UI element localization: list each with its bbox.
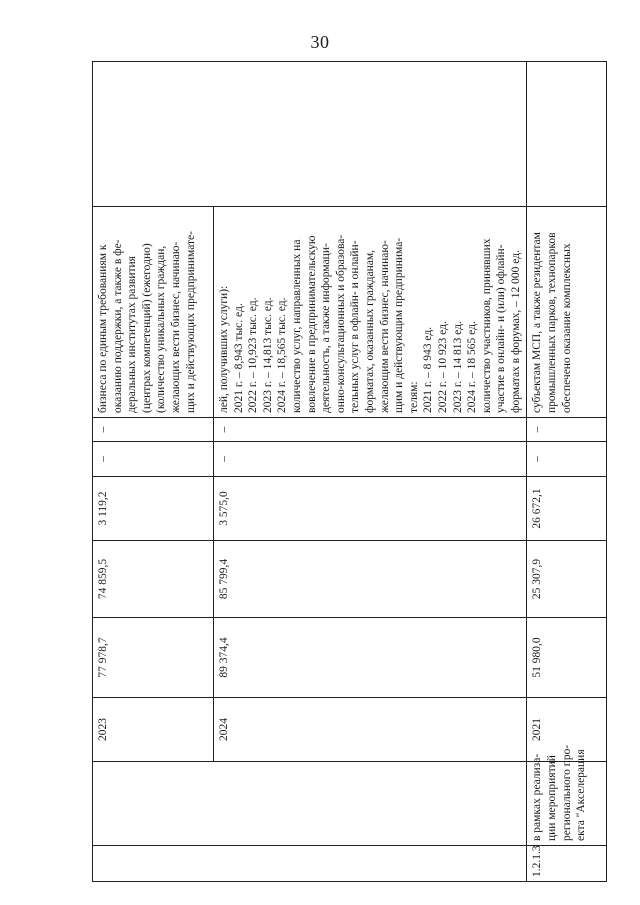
name-line: екта "Акселерация [575,749,588,841]
cell-value-3 [527,477,607,541]
description-line: оказанию поддержки, а также в фе- [111,239,124,413]
row-number: 1.2.1.3 [531,845,544,877]
cell-name [93,762,527,846]
program-table [92,61,607,882]
name-line: регионального про- [560,744,573,841]
cell-value-2 [93,541,214,618]
description-line: щим и действующим предпринима- [393,237,406,413]
description-line: участие в онлайн- и (или) офлайн- [495,244,508,413]
value-2: 25 307,9 [531,558,544,600]
description-line: 2023 г. – 14,813 тыс. ед. [261,297,274,413]
value-2: 85 799,4 [218,558,230,600]
value-3: 26 672,1 [531,488,544,529]
cell-value-3 [93,477,214,541]
value-total: 77 978,7 [97,637,109,678]
description-line: промышленных парков, технопарков [546,232,559,413]
cell-dash-2 [527,418,607,442]
description-line: (количество уникальных граждан, [155,245,168,413]
cell-number [93,846,527,882]
description-line: субъектам МСП, а также резидентам [531,232,544,413]
cell-dash-2 [214,418,527,442]
cell-value-total [214,618,527,698]
value-3: 3 119,2 [97,491,109,526]
cell-dash-1 [214,442,527,477]
cell-value-3 [214,477,527,541]
year-value: 2024 [218,718,230,741]
dash-value: – [218,426,230,433]
cell-value-2 [214,541,527,618]
description-line: тельных услуг в офлайн- и онлайн- [349,240,362,413]
cell-value-total [93,618,214,698]
value-3: 3 575,0 [218,491,230,526]
description-line: обеспечено оказание комплексных [560,243,573,413]
cell-dash-1 [527,442,607,477]
value-2: 74 859,5 [97,558,109,600]
description-line: лей, получивших услуги): [218,285,230,413]
cell-empty-right [93,62,527,207]
description-line: желающих вести бизнес, начинаю- [169,241,182,413]
dash-value: – [97,426,109,433]
cell-dash-1 [93,442,214,477]
description-line: 2021 г. – 8,943 тыс. ед. [232,303,245,413]
description-line: деральных институтах развития [126,256,139,413]
page-number: 30 [310,32,330,52]
cell-description [527,207,607,418]
description-line: 2023 г. – 14 813 ед. [451,321,464,413]
description-line: 2022 г. – 10,923 тыс. ед. [247,297,260,413]
cell-dash-2 [93,418,214,442]
table-row [527,62,607,882]
description-line: желающим вести бизнес, начинаю- [378,240,391,413]
cell-value-total [527,618,607,698]
description-line: 2024 г. – 18 565 ед. [466,321,479,413]
dash-value: – [531,456,544,462]
year-value: 2023 [97,718,109,741]
description-line: щих и действующих предпринимате- [184,231,197,413]
description-line: телям: [407,381,420,413]
description-line: (центрах компетенций) (ежегодно) [140,243,153,413]
year-value: 2021 [531,718,544,741]
dash-value: – [218,456,230,462]
description-line: форматах, оказанных гражданам, [363,249,376,413]
description-line: 2022 г. – 10 923 ед. [436,321,449,413]
table-frame [92,62,588,882]
dash-value: – [531,426,544,433]
name-line: в рамках реализа- [531,753,544,841]
cell-value-2 [527,541,607,618]
description-line: количество участников, принявших [480,238,493,413]
description-line: бизнеса по единым требованиям к [97,244,109,413]
rotated-table-wrapper [92,62,588,882]
dash-value: – [97,456,109,462]
name-line: ции мероприятий [546,755,559,841]
cell-name [527,744,607,846]
cell-number [527,846,607,882]
description-line: деятельность, а также информаци- [320,243,333,413]
description-line: вовлечение в предпринимательскую [305,235,318,413]
cell-description [93,207,214,418]
description-line: количество услуг, направленных на [290,239,303,413]
cell-empty-right [527,62,607,207]
cell-description [214,207,527,418]
description-line: онно-консультационных и образова- [334,234,347,413]
value-total: 89 374,4 [218,637,230,678]
description-line: 2024 г. – 18,565 тыс. ед. [276,297,289,413]
table-row [93,62,214,882]
cell-year [214,698,527,762]
description-line: форматах в форумах, – 12 000 ед. [509,250,522,413]
description-line: 2021 г. – 8 943 ед. [422,326,435,413]
value-total: 51 980,0 [531,637,544,678]
cell-year [93,698,214,762]
